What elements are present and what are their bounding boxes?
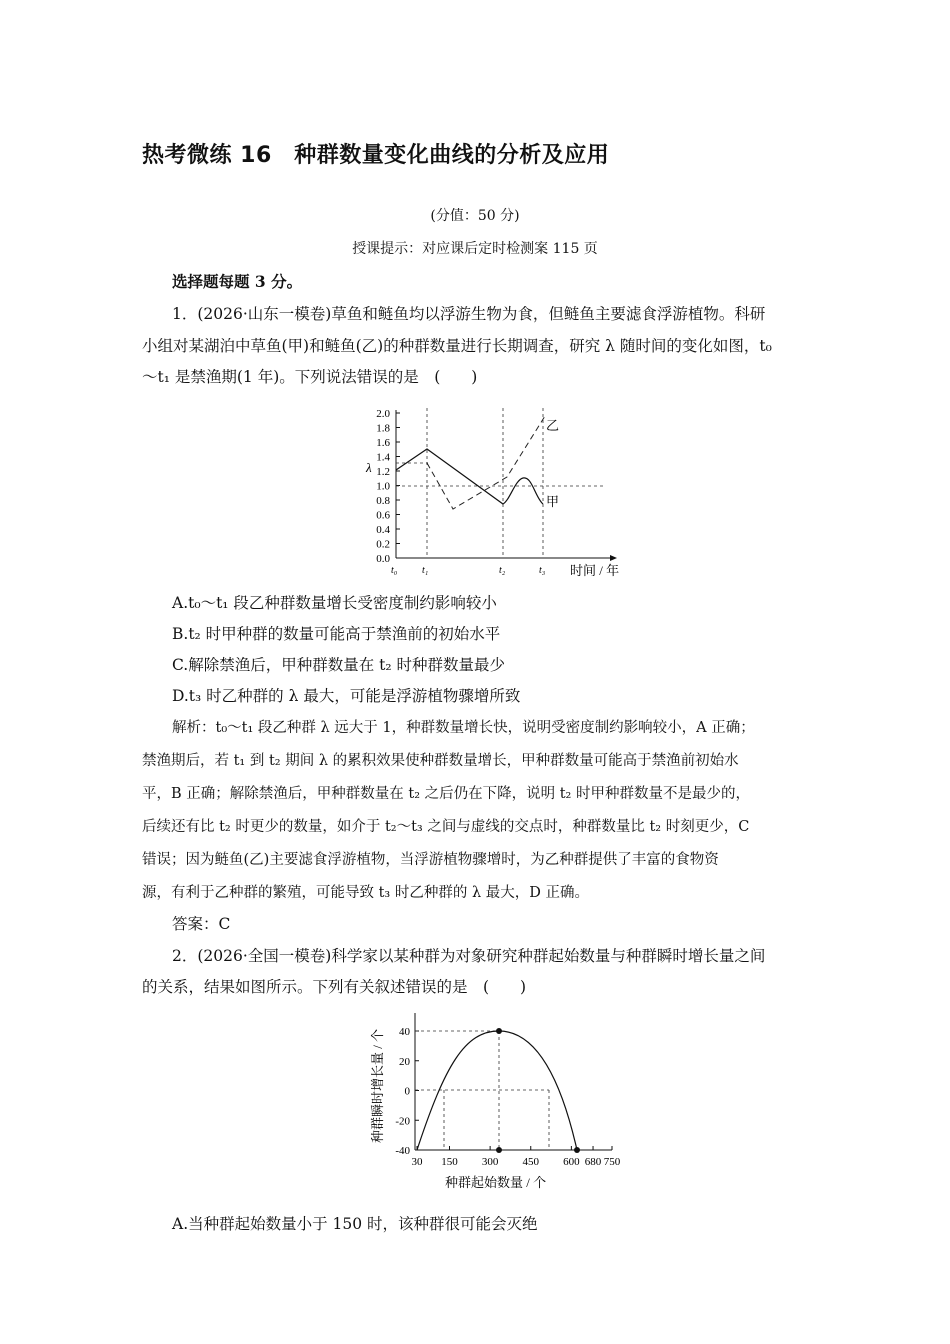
lambda-x-arrow	[610, 555, 617, 561]
q2-option-a: A.当种群起始数量小于 150 时，该种群很可能会灭绝	[172, 1215, 538, 1233]
growth-y-label: 种群瞬时增长量 / 个	[370, 1028, 385, 1143]
lambda-chart	[360, 400, 650, 582]
peak-marker	[496, 1028, 502, 1034]
y-tick-label: 1.0	[376, 480, 390, 493]
y-tick-label: -20	[395, 1115, 410, 1128]
y-tick-label: 0.6	[376, 509, 390, 522]
growth-curve	[417, 1031, 577, 1150]
q1-analysis-line: 平，B 正确；解除禁渔后，甲种群数量在 t₂ 之后仍在下降，说明 t₂ 时甲种群数量不是最少的，	[142, 786, 750, 802]
x-tick-label: 30	[411, 1156, 423, 1168]
x-tick-label: 750	[603, 1156, 621, 1168]
q1-analysis-line: 错误；因为鲢鱼(乙)主要滤食浮游植物，当浮游植物骤增时，为乙种群提供了丰富的食物资	[142, 852, 719, 868]
section-heading: 选择题每题 3 分。	[172, 272, 303, 291]
axis-marker	[496, 1147, 502, 1153]
y-tick-label: 0.0	[376, 553, 390, 565]
series-yi-label: 乙	[546, 418, 560, 433]
y-tick-label: 20	[399, 1055, 410, 1068]
q1-option-c: C.解除禁渔后，甲种群数量在 t₂ 时种群数量最少	[172, 656, 506, 674]
x-tick-label: 300	[481, 1156, 499, 1168]
series-jia-line	[396, 449, 543, 504]
y-tick-label: 40	[399, 1026, 410, 1038]
q1-stem-line: 1．(2026·山东一模卷)草鱼和鲢鱼均以浮游生物为食，但鲢鱼主要滤食浮游植物。科研	[172, 305, 766, 323]
q1-option-d: D.t₃ 时乙种群的 λ 最大，可能是浮游植物骤增所致	[172, 687, 521, 705]
x-tick-label: 450	[522, 1156, 539, 1168]
page-title: 热考微练 16 种群数量变化曲线的分析及应用	[142, 143, 610, 168]
y-tick-label: 1.8	[376, 422, 390, 435]
x-tick-label: t₁	[422, 565, 429, 576]
growth-chart	[360, 1005, 630, 1195]
y-tick-label: -40	[395, 1145, 410, 1157]
q1-stem-line: 小组对某湖泊中草鱼(甲)和鲢鱼(乙)的种群数量进行长期调查，研究 λ 随时间的变化如图，t₀	[142, 337, 772, 355]
q1-option-a: A.t₀～t₁ 段乙种群数量增长受密度制约影响较小	[172, 594, 497, 612]
score-note: (分值：50 分)	[430, 208, 520, 224]
x-tick-label: 150	[441, 1156, 458, 1168]
y-tick-label: 2.0	[376, 408, 390, 420]
q1-analysis-line: 源，有利于乙种群的繁殖，可能导致 t₃ 时乙种群的 λ 最大，D 正确。	[142, 885, 589, 901]
x-tick-label: t₃	[539, 565, 546, 576]
q1-stem-line: ～t₁ 是禁渔期(1 年)。下列说法错误的是 ( )	[142, 368, 478, 386]
x-tick-label: 680	[584, 1156, 602, 1168]
y-tick-label: 0.8	[376, 495, 390, 507]
y-tick-label: 0.2	[376, 538, 390, 551]
y-tick-label: 1.6	[376, 437, 390, 449]
lesson-hint: 授课提示：对应课后定时检测案 115 页	[352, 241, 598, 257]
q2-stem-line: 2．(2026·全国一模卷)科学家以某种群为对象研究种群起始数量与种群瞬时增长量之间	[172, 947, 766, 965]
q1-analysis-line: 解析：t₀～t₁ 段乙种群 λ 远大于 1，种群数量增长快，说明受密度制约影响较小，A 正确；	[172, 720, 755, 736]
axis-marker	[574, 1147, 580, 1153]
q1-option-b: B.t₂ 时甲种群的数量可能高于禁渔前的初始水平	[172, 625, 501, 643]
growth-x-label: 种群起始数量 / 个	[445, 1175, 547, 1190]
lambda-x-label: 时间 / 年	[570, 563, 620, 578]
y-tick-label: 0	[404, 1085, 410, 1098]
q1-answer: 答案：C	[172, 915, 231, 933]
lambda-y-label: λ	[366, 460, 372, 475]
q1-analysis-line: 后续还有比 t₂ 时更少的数量，如介于 t₂～t₃ 之间与虚线的交点时，种群数量比 t₂ 时刻更少，C	[142, 819, 750, 835]
x-tick-label: 600	[563, 1156, 580, 1168]
series-jia-label: 甲	[546, 494, 560, 509]
q2-stem-line: 的关系，结果如图所示。下列有关叙述错误的是 ( )	[142, 978, 527, 996]
y-tick-label: 0.4	[376, 524, 390, 536]
q1-analysis-line: 禁渔期后，若 t₁ 到 t₂ 期间 λ 的累积效果使种群数量增长，甲种群数量可能高于禁渔前初始水	[142, 753, 739, 769]
y-tick-label: 1.2	[376, 466, 390, 478]
x-tick-label: t₀	[391, 565, 398, 576]
x-tick-label: t₂	[499, 565, 506, 576]
y-tick-label: 1.4	[376, 451, 390, 464]
